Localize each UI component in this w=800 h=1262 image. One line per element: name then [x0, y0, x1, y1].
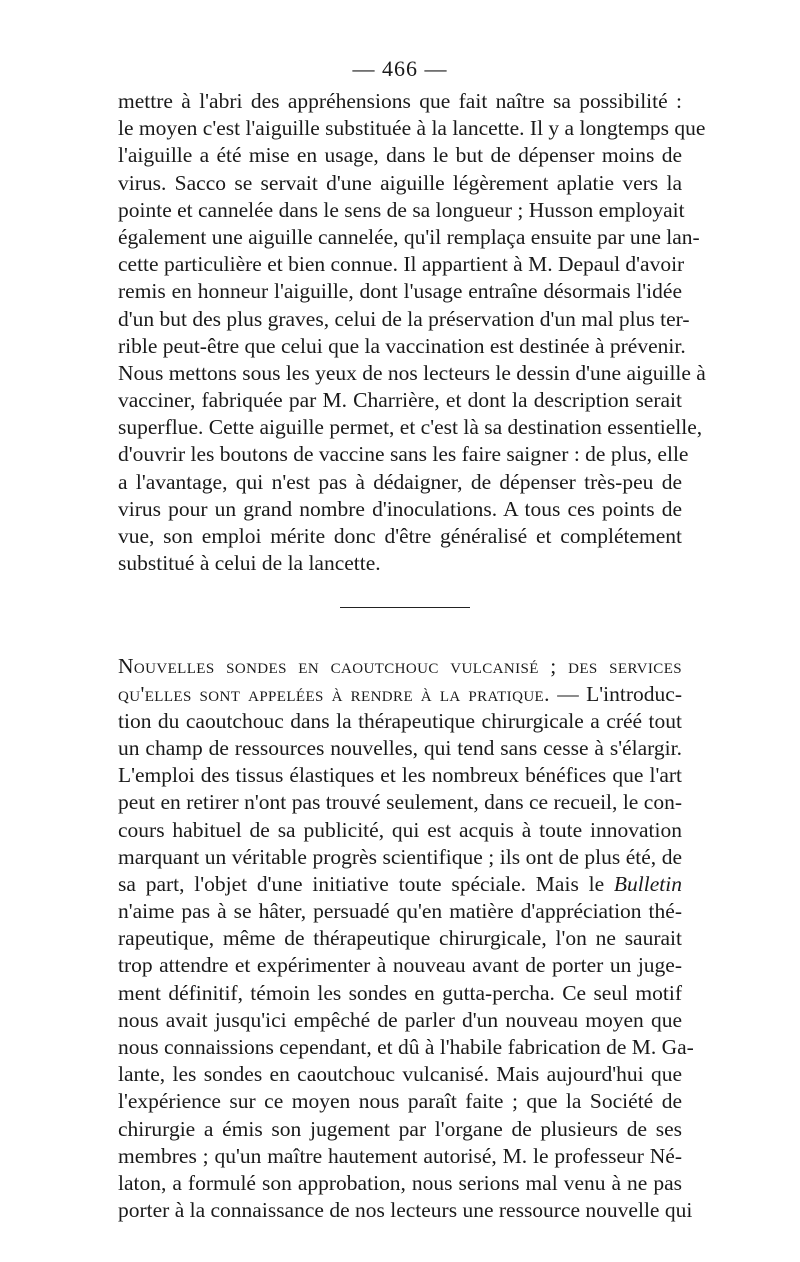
text-line: laton, a formulé son approbation, nous serions mal venu à ne pas: [118, 1170, 682, 1195]
text-line: a l'avantage, qui n'est pas à dédaigner, de dépenser très-peu de: [118, 469, 682, 494]
text-line: trop attendre et expérimenter à nouveau avant de porter un juge-: [118, 953, 682, 978]
text-line: Nous mettons sous les yeux de nos lecteurs le dessin d'une aiguille à: [118, 360, 706, 385]
page-number: — 466 —: [352, 56, 448, 81]
text-line: nous avait jusqu'ici empêché de parler d'un nouveau moyen que: [118, 1007, 682, 1032]
text-line: l'expérience sur ce moyen nous paraît faite ; que la Société de: [118, 1089, 682, 1114]
text-line: virus. Sacco se servait d'une aiguille légèrement aplatie vers la: [118, 170, 682, 195]
section-divider: [118, 577, 682, 637]
text-line: peut en retirer n'ont pas trouvé seulement, dans ce recueil, le con-: [118, 790, 682, 815]
text-fragment: sa part, l'objet d'une initiative toute spéciale. Mais le: [118, 871, 605, 896]
section-heading-continued: [118, 681, 682, 708]
text-line: L'emploi des tissus élastiques et les nombreux bénéfices que l'art: [118, 763, 682, 788]
text-line: nous connaissions cependant, et dû à l'habile fabrication de M. Ga-: [118, 1035, 694, 1059]
text-line: virus pour un grand nombre d'inoculations. A tous ces points de: [118, 496, 682, 521]
text-line: cours habituel de sa publicité, qui est acquis à toute innovation: [118, 817, 682, 842]
text-line: l'aiguille a été mise en usage, dans le but de dépenser moins de: [118, 143, 682, 168]
text-line: mettre à l'abri des appréhensions que fait naître sa possibilité :: [118, 89, 682, 113]
text-line: vue, son emploi mérite donc d'être généralisé et complétement: [118, 524, 682, 548]
text-line: rapeutique, même de thérapeutique chirurgicale, l'on ne saurait: [118, 926, 682, 951]
text-line: cette particulière et bien connue. Il appartient à M. Depaul d'avoir: [118, 252, 685, 277]
section-heading: Nouvelles sondes en caoutchouc vulcanisé ; des services: [118, 654, 682, 679]
text-line: d'un but des plus graves, celui de la préservation d'un mal plus ter-: [118, 306, 690, 331]
section-heading-lead: — L'introduc-: [549, 681, 682, 706]
text-line: pointe et cannelée dans le sens de sa longueur ; Husson employait: [118, 197, 685, 222]
text-line: n'aime pas à se hâter, persuadé qu'en matière d'appréciation thé-: [118, 899, 682, 924]
text-line: substitué à celui de la lancette.: [118, 551, 381, 576]
text-line: rible peut-être que celui que la vaccination est destinée à prévenir.: [118, 333, 686, 358]
paragraph-vaccination-needle: [118, 88, 706, 577]
text-line: chirurgie a émis son jugement par l'organe de plusieurs de ses: [118, 1116, 682, 1141]
text-line: un champ de ressources nouvelles, qui tend sans cesse à s'élargir.: [118, 735, 682, 760]
section-heading-caps: qu'elles sont appelées à rendre à la pratique.: [118, 681, 550, 706]
text-line: vacciner, fabriquée par M. Charrière, et dont la description serait: [118, 388, 682, 413]
text-line-with-italic: [118, 871, 682, 898]
text-line: ment définitif, témoin les sondes en gutta-percha. Ce seul motif: [118, 980, 682, 1005]
text-line: également une aiguille cannelée, qu'il remplaça ensuite par une lan-: [118, 224, 700, 249]
text-line: porter à la connaissance de nos lecteurs une ressource nouvelle qui: [118, 1198, 693, 1223]
text-line: lante, les sondes en caoutchouc vulcanisé. Mais aujourd'hui que: [118, 1062, 682, 1087]
text-line: remis en honneur l'aiguille, dont l'usage entraîne désormais l'idée: [118, 279, 682, 304]
text-line: marquant un véritable progrès scientifique ; ils ont de plus été, de: [118, 844, 682, 869]
text-line: membres ; qu'un maître hautement autorisé, M. le professeur Né-: [118, 1143, 682, 1168]
horizontal-rule: [340, 607, 470, 608]
text-line: le moyen c'est l'aiguille substituée à la lancette. Il y a longtemps que: [118, 116, 706, 141]
text-line: superflue. Cette aiguille permet, et c'est là sa destination essentielle,: [118, 415, 703, 440]
book-page: [118, 52, 706, 1224]
bulletin-title: Bulletin: [613, 871, 682, 896]
text-line: d'ouvrir les boutons de vaccine sans les faire saigner : de plus, elle: [118, 442, 689, 467]
text-line: tion du caoutchouc dans la thérapeutique chirurgicale a créé tout: [118, 708, 682, 733]
section-vulcanized-rubber-probes: [118, 653, 694, 1224]
